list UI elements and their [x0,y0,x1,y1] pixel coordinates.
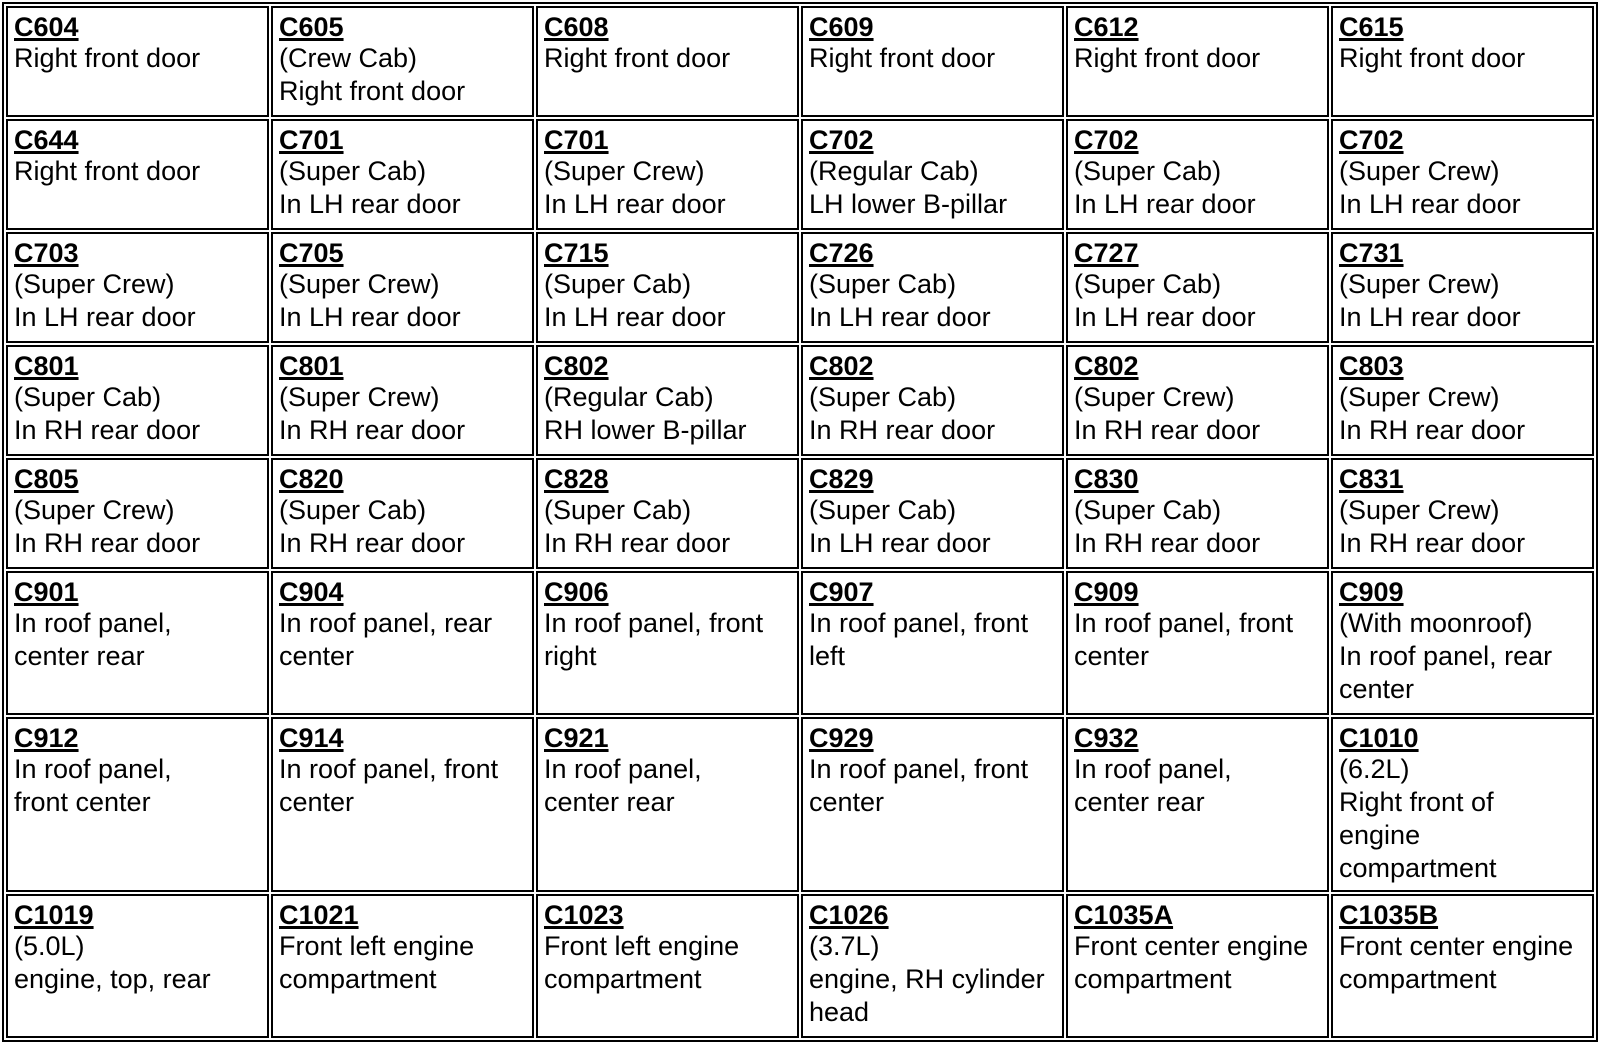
connector-location-text: In roof panel, rear [279,608,493,638]
connector-location-text: Front left engine [544,931,740,961]
connector-id: C1026 [809,900,889,930]
table-row [6,6,1594,117]
connector-cell [6,571,269,715]
connector-location-text: In LH rear door [1074,189,1256,219]
connector-location-text: (6.2L) [1339,754,1410,784]
connector-location-text: (Super Cab) [1074,495,1222,525]
connector-cell [801,119,1064,230]
connector-cell [6,119,269,230]
table-row [6,232,1594,343]
connector-location-text: In RH rear door [1339,415,1526,445]
connector-location-text: In LH rear door [809,528,991,558]
connector-cell [1331,232,1594,343]
connector-location-text: head [809,997,870,1027]
connector-cell [271,894,534,1038]
connector-location-text: In LH rear door [279,302,461,332]
connector-location-text: (Super Crew) [14,495,175,525]
connector-id: C644 [14,125,79,155]
connector-location-text: In roof panel, [14,608,172,638]
connector-id: C608 [544,12,609,42]
connector-location-text: center [279,641,355,671]
connector-location-text: In roof panel, [544,754,702,784]
connector-id: C909 [1074,577,1139,607]
connector-location-text: In LH rear door [279,189,461,219]
connector-id: C1010 [1339,723,1419,753]
connector-id: C715 [544,238,609,268]
connector-location-text: (With moonroof) [1339,608,1533,638]
connector-location-text: engine [1339,820,1421,850]
connector-location-text: (Super Cab) [1074,269,1222,299]
connector-location-text: In RH rear door [544,528,731,558]
connector-location-text: In RH rear door [1074,415,1261,445]
connector-id: C805 [14,464,79,494]
connector-id: C1035B [1339,900,1439,930]
connector-cell [1331,345,1594,456]
connector-id: C909 [1339,577,1404,607]
connector-location-text: center [1339,674,1415,704]
connector-cell [801,6,1064,117]
connector-location-text: In LH rear door [809,302,991,332]
connector-location-text: left [809,641,846,671]
connector-cell [1331,6,1594,117]
connector-cell [536,345,799,456]
connector-cell [1066,345,1329,456]
connector-location-text: LH lower B-pillar [809,189,1008,219]
connector-cell [1066,717,1329,892]
connector-id: C802 [809,351,874,381]
connector-id: C801 [14,351,79,381]
connector-location-text: (Super Crew) [1339,156,1500,186]
connector-cell [801,571,1064,715]
connector-location-text: center rear [544,787,675,817]
connector-location-text: (3.7L) [809,931,880,961]
connector-cell [1066,232,1329,343]
connector-cell [271,6,534,117]
connector-location-text: compartment [1339,853,1497,883]
connector-location-text: Right front door [14,43,201,73]
connector-location-text: Right front door [279,76,466,106]
connector-location-text: (Super Cab) [544,495,692,525]
connector-location-text: (Crew Cab) [279,43,418,73]
connector-location-text: Right front door [14,156,201,186]
connector-location-text: right [544,641,597,671]
connector-location-text: (Regular Cab) [809,156,979,186]
connector-location-text: Right front door [544,43,731,73]
connector-location-text: (Super Crew) [14,269,175,299]
connector-location-text: In roof panel, front [1074,608,1294,638]
connector-location-text: RH lower B-pillar [544,415,747,445]
connector-cell [536,119,799,230]
connector-id: C801 [279,351,344,381]
connector-cell [1331,458,1594,569]
connector-location-table [2,2,1598,1042]
connector-location-text: center [279,787,355,817]
connector-location-text: (Super Cab) [1074,156,1222,186]
connector-location-text: In RH rear door [279,528,466,558]
connector-id: C701 [544,125,609,155]
connector-id: C901 [14,577,79,607]
connector-cell [801,458,1064,569]
connector-id: C932 [1074,723,1139,753]
connector-location-text: In roof panel, front [809,754,1029,784]
connector-location-text: center rear [1074,787,1205,817]
connector-location-text: Front center engine [1074,931,1309,961]
connector-location-text: (Super Cab) [809,382,957,412]
connector-location-text: In LH rear door [1339,189,1521,219]
connector-location-text: (Super Cab) [279,156,427,186]
connector-id: C702 [1074,125,1139,155]
table-row [6,458,1594,569]
connector-location-text: (Super Crew) [544,156,705,186]
connector-location-text: (Super Cab) [544,269,692,299]
connector-cell [271,345,534,456]
connector-id: C605 [279,12,344,42]
connector-location-text: (Super Cab) [809,495,957,525]
connector-location-text: In roof panel, rear [1339,641,1553,671]
connector-cell [801,345,1064,456]
connector-location-text: engine, RH cylinder [809,964,1045,994]
connector-cell [1066,458,1329,569]
connector-location-text: Right front door [809,43,996,73]
connector-id: C914 [279,723,344,753]
connector-cell [1331,717,1594,892]
connector-table-body [6,6,1594,1038]
connector-id: C705 [279,238,344,268]
connector-cell [6,232,269,343]
connector-location-text: In RH rear door [1339,528,1526,558]
connector-location-text: (Super Crew) [1074,382,1235,412]
connector-cell [1066,6,1329,117]
connector-id: C830 [1074,464,1139,494]
connector-location-text: compartment [1074,964,1232,994]
connector-id: C803 [1339,351,1404,381]
connector-cell [271,717,534,892]
connector-cell [6,345,269,456]
connector-location-text: In RH rear door [14,528,201,558]
connector-cell [1066,571,1329,715]
connector-location-text: In roof panel, front [809,608,1029,638]
connector-location-text: Front left engine [279,931,475,961]
connector-id: C1035A [1074,900,1174,930]
connector-cell [536,894,799,1038]
connector-location-text: compartment [1339,964,1497,994]
connector-cell [1066,894,1329,1038]
connector-location-text: In LH rear door [1339,302,1521,332]
connector-id: C726 [809,238,874,268]
connector-location-text: engine, top, rear [14,964,211,994]
connector-id: C1023 [544,900,624,930]
connector-location-text: In LH rear door [1074,302,1256,332]
connector-location-text: (Super Cab) [14,382,162,412]
connector-cell [536,232,799,343]
connector-id: C831 [1339,464,1404,494]
connector-location-text: In roof panel, [14,754,172,784]
connector-cell [271,458,534,569]
connector-cell [6,458,269,569]
table-row [6,345,1594,456]
connector-location-text: compartment [279,964,437,994]
connector-location-text: (Regular Cab) [544,382,714,412]
connector-location-text: Front center engine [1339,931,1574,961]
connector-location-text: In roof panel, [1074,754,1232,784]
connector-id: C702 [809,125,874,155]
connector-id: C727 [1074,238,1139,268]
connector-id: C703 [14,238,79,268]
connector-id: C904 [279,577,344,607]
connector-id: C604 [14,12,79,42]
connector-id: C921 [544,723,609,753]
connector-location-text: compartment [544,964,702,994]
table-row [6,119,1594,230]
connector-cell [801,717,1064,892]
connector-location-text: (Super Crew) [1339,269,1500,299]
connector-location-text: (Super Cab) [809,269,957,299]
connector-location-text: center rear [14,641,145,671]
connector-cell [801,232,1064,343]
connector-location-text: (Super Crew) [1339,382,1500,412]
connector-cell [536,458,799,569]
connector-cell [1331,894,1594,1038]
connector-id: C1021 [279,900,359,930]
connector-location-text: (Super Crew) [279,382,440,412]
connector-cell [271,571,534,715]
connector-location-text: center [1074,641,1150,671]
connector-id: C802 [1074,351,1139,381]
connector-id: C912 [14,723,79,753]
connector-location-text: (Super Crew) [1339,495,1500,525]
connector-cell [271,232,534,343]
table-row [6,717,1594,892]
connector-id: C612 [1074,12,1139,42]
connector-cell [536,6,799,117]
connector-location-text: center [809,787,885,817]
connector-id: C829 [809,464,874,494]
table-row [6,894,1594,1038]
connector-id: C802 [544,351,609,381]
connector-cell [6,894,269,1038]
connector-cell [801,894,1064,1038]
table-row [6,571,1594,715]
connector-location-text: In RH rear door [14,415,201,445]
connector-id: C609 [809,12,874,42]
connector-cell [1331,571,1594,715]
connector-id: C1019 [14,900,94,930]
connector-cell [6,6,269,117]
connector-location-text: front center [14,787,151,817]
connector-id: C906 [544,577,609,607]
connector-location-text: (5.0L) [14,931,85,961]
connector-location-text: Right front of [1339,787,1494,817]
connector-location-text: In LH rear door [14,302,196,332]
connector-cell [271,119,534,230]
connector-location-text: In roof panel, front [279,754,499,784]
connector-cell [536,717,799,892]
connector-location-text: Right front door [1339,43,1526,73]
connector-id: C701 [279,125,344,155]
connector-cell [1066,119,1329,230]
connector-id: C828 [544,464,609,494]
connector-cell [6,717,269,892]
connector-id: C820 [279,464,344,494]
connector-cell [1331,119,1594,230]
connector-location-text: In RH rear door [279,415,466,445]
connector-cell [536,571,799,715]
connector-id: C731 [1339,238,1404,268]
connector-location-text: Right front door [1074,43,1261,73]
connector-id: C929 [809,723,874,753]
connector-id: C702 [1339,125,1404,155]
connector-location-text: In LH rear door [544,302,726,332]
connector-location-text: In RH rear door [1074,528,1261,558]
connector-location-text: In LH rear door [544,189,726,219]
connector-location-text: (Super Cab) [279,495,427,525]
connector-id: C907 [809,577,874,607]
connector-location-text: In RH rear door [809,415,996,445]
connector-location-text: In roof panel, front [544,608,764,638]
connector-location-text: (Super Crew) [279,269,440,299]
connector-id: C615 [1339,12,1404,42]
